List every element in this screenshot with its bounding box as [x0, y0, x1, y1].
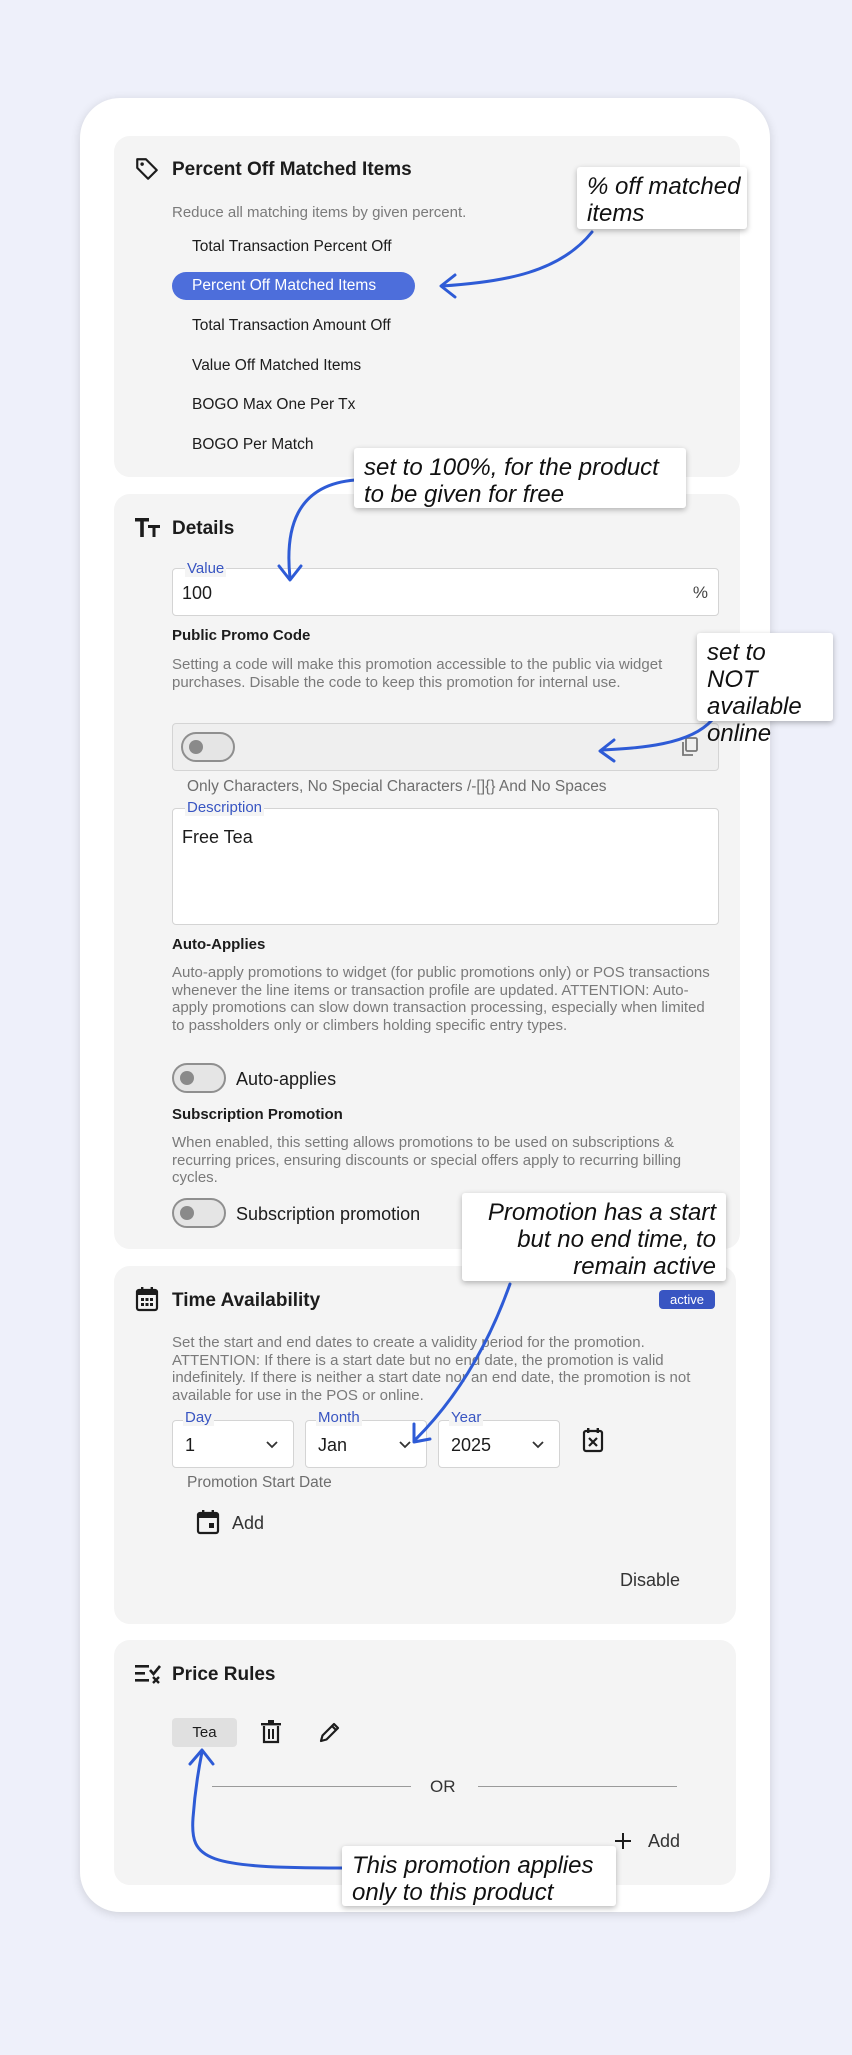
calendar-remove-icon[interactable]: [582, 1427, 604, 1453]
auto-applies-heading: Auto-Applies: [172, 936, 266, 953]
add-price-rule-label: Add: [648, 1831, 681, 1851]
list-check-icon: [134, 1662, 162, 1684]
day-select[interactable]: [172, 1409, 294, 1468]
day-label: Day: [185, 1409, 212, 1426]
promo-code-heading: Public Promo Code: [172, 627, 311, 644]
tag-icon: [134, 156, 160, 182]
callout-start-no-end: [462, 1193, 726, 1281]
price-rules-title: Price Rules: [172, 1664, 276, 1685]
add-end-date-label: Add: [232, 1513, 265, 1533]
disable-button[interactable]: Disable: [620, 1570, 681, 1590]
chevron-down-icon: [531, 1437, 545, 1451]
price-rule-chip[interactable]: Tea: [172, 1718, 237, 1747]
chevron-down-icon: [265, 1437, 279, 1451]
type-option-bogo-per-match[interactable]: BOGO Per Match: [192, 436, 314, 453]
time-availability-description: Set the start and end dates to create a validity period for the promotion. ATTENTION: If there is a start date but no end date, the promotion is valid indefinitely. If there is neither a start date nor an end date, the promotion is not available for use in the POS or online.: [172, 1334, 691, 1404]
subscription-label: Subscription promotion: [236, 1204, 421, 1224]
or-label: OR: [430, 1777, 456, 1796]
plus-icon: [614, 1832, 632, 1850]
callout-applies-product-text: This promotion applies only to this product: [352, 1852, 594, 1906]
year-value: 2025: [451, 1435, 492, 1455]
year-select[interactable]: [438, 1409, 560, 1468]
promo-code-helper: Only Characters, No Special Characters /-[]{} And No Spaces: [187, 778, 607, 795]
text-size-icon: [134, 516, 162, 540]
chevron-down-icon: [398, 1437, 412, 1451]
trash-icon[interactable]: [260, 1720, 282, 1744]
day-value: 1: [185, 1435, 196, 1455]
type-option-percent-off-matched-items[interactable]: Percent Off Matched Items: [172, 272, 415, 300]
or-divider-left: [212, 1786, 411, 1787]
calendar-icon: [196, 1509, 220, 1535]
callout-applies-product: [342, 1846, 616, 1906]
type-option-bogo-max-one-per-tx[interactable]: BOGO Max One Per Tx: [192, 396, 356, 413]
value-label: Value: [187, 560, 225, 577]
callout-percent-off: [577, 167, 747, 229]
value-text: 100: [182, 583, 213, 603]
auto-applies-label: Auto-applies: [236, 1069, 337, 1089]
auto-applies-description: Auto-apply promotions to widget (for public promotions only) or POS transactions whenever the line items or transaction profile are updated. ATTENTION: Auto-apply promotions can slow down transaction processing, especially when limited to passholders only or climbers holding specific entry types.: [172, 964, 710, 1034]
type-option-total-transaction-amount-off[interactable]: Total Transaction Amount Off: [192, 317, 391, 334]
promo-code-toggle[interactable]: [181, 732, 235, 762]
month-label: Month: [318, 1409, 360, 1426]
add-end-date-button[interactable]: [196, 1509, 316, 1539]
month-value: Jan: [318, 1435, 348, 1455]
time-availability-title: Time Availability: [172, 1290, 321, 1311]
subscription-heading: Subscription Promotion: [172, 1106, 343, 1123]
subscription-toggle[interactable]: [172, 1198, 226, 1228]
pencil-icon[interactable]: [318, 1720, 342, 1744]
add-price-rule-button[interactable]: [614, 1830, 694, 1854]
description-text: Free Tea: [182, 827, 253, 847]
promo-code-field[interactable]: [172, 723, 719, 771]
copy-icon[interactable]: [680, 736, 700, 758]
callout-set-100-text: set to 100%, for the product to be given for free: [364, 454, 659, 508]
subscription-description: When enabled, this setting allows promotions to be used on subscriptions & recurring prices, ensuring discounts or special offers apply to recurring billing cycles.: [172, 1134, 682, 1186]
value-unit: %: [692, 583, 708, 602]
auto-applies-toggle[interactable]: [172, 1063, 226, 1093]
calendar-icon: [135, 1286, 159, 1312]
type-option-total-transaction-percent-off[interactable]: Total Transaction Percent Off: [192, 238, 392, 255]
promo-code-description: Setting a code will make this promotion accessible to the public via widget purchases. Disable the code to keep this promotion for internal use.: [172, 656, 663, 691]
promotion-type-description: Reduce all matching items by given percent.: [172, 204, 467, 221]
description-label: Description: [187, 799, 263, 816]
callout-not-online-text: set to NOT available online: [707, 639, 802, 747]
or-divider-right: [478, 1786, 677, 1787]
description-textarea[interactable]: [172, 808, 719, 925]
promotion-type-title: Percent Off Matched Items: [172, 159, 412, 180]
status-badge: active: [659, 1290, 715, 1309]
start-date-caption: Promotion Start Date: [187, 1474, 332, 1491]
callout-start-no-end-text: Promotion has a start but no end time, to remain active: [487, 1199, 716, 1280]
year-label: Year: [451, 1409, 482, 1426]
callout-not-online: [697, 633, 833, 747]
callout-set-100: [354, 448, 686, 508]
callout-percent-off-text: % off matched items: [587, 173, 741, 227]
month-select[interactable]: [305, 1409, 427, 1468]
details-title: Details: [172, 518, 235, 539]
type-option-value-off-matched-items[interactable]: Value Off Matched Items: [192, 357, 362, 374]
value-input[interactable]: [172, 568, 719, 616]
